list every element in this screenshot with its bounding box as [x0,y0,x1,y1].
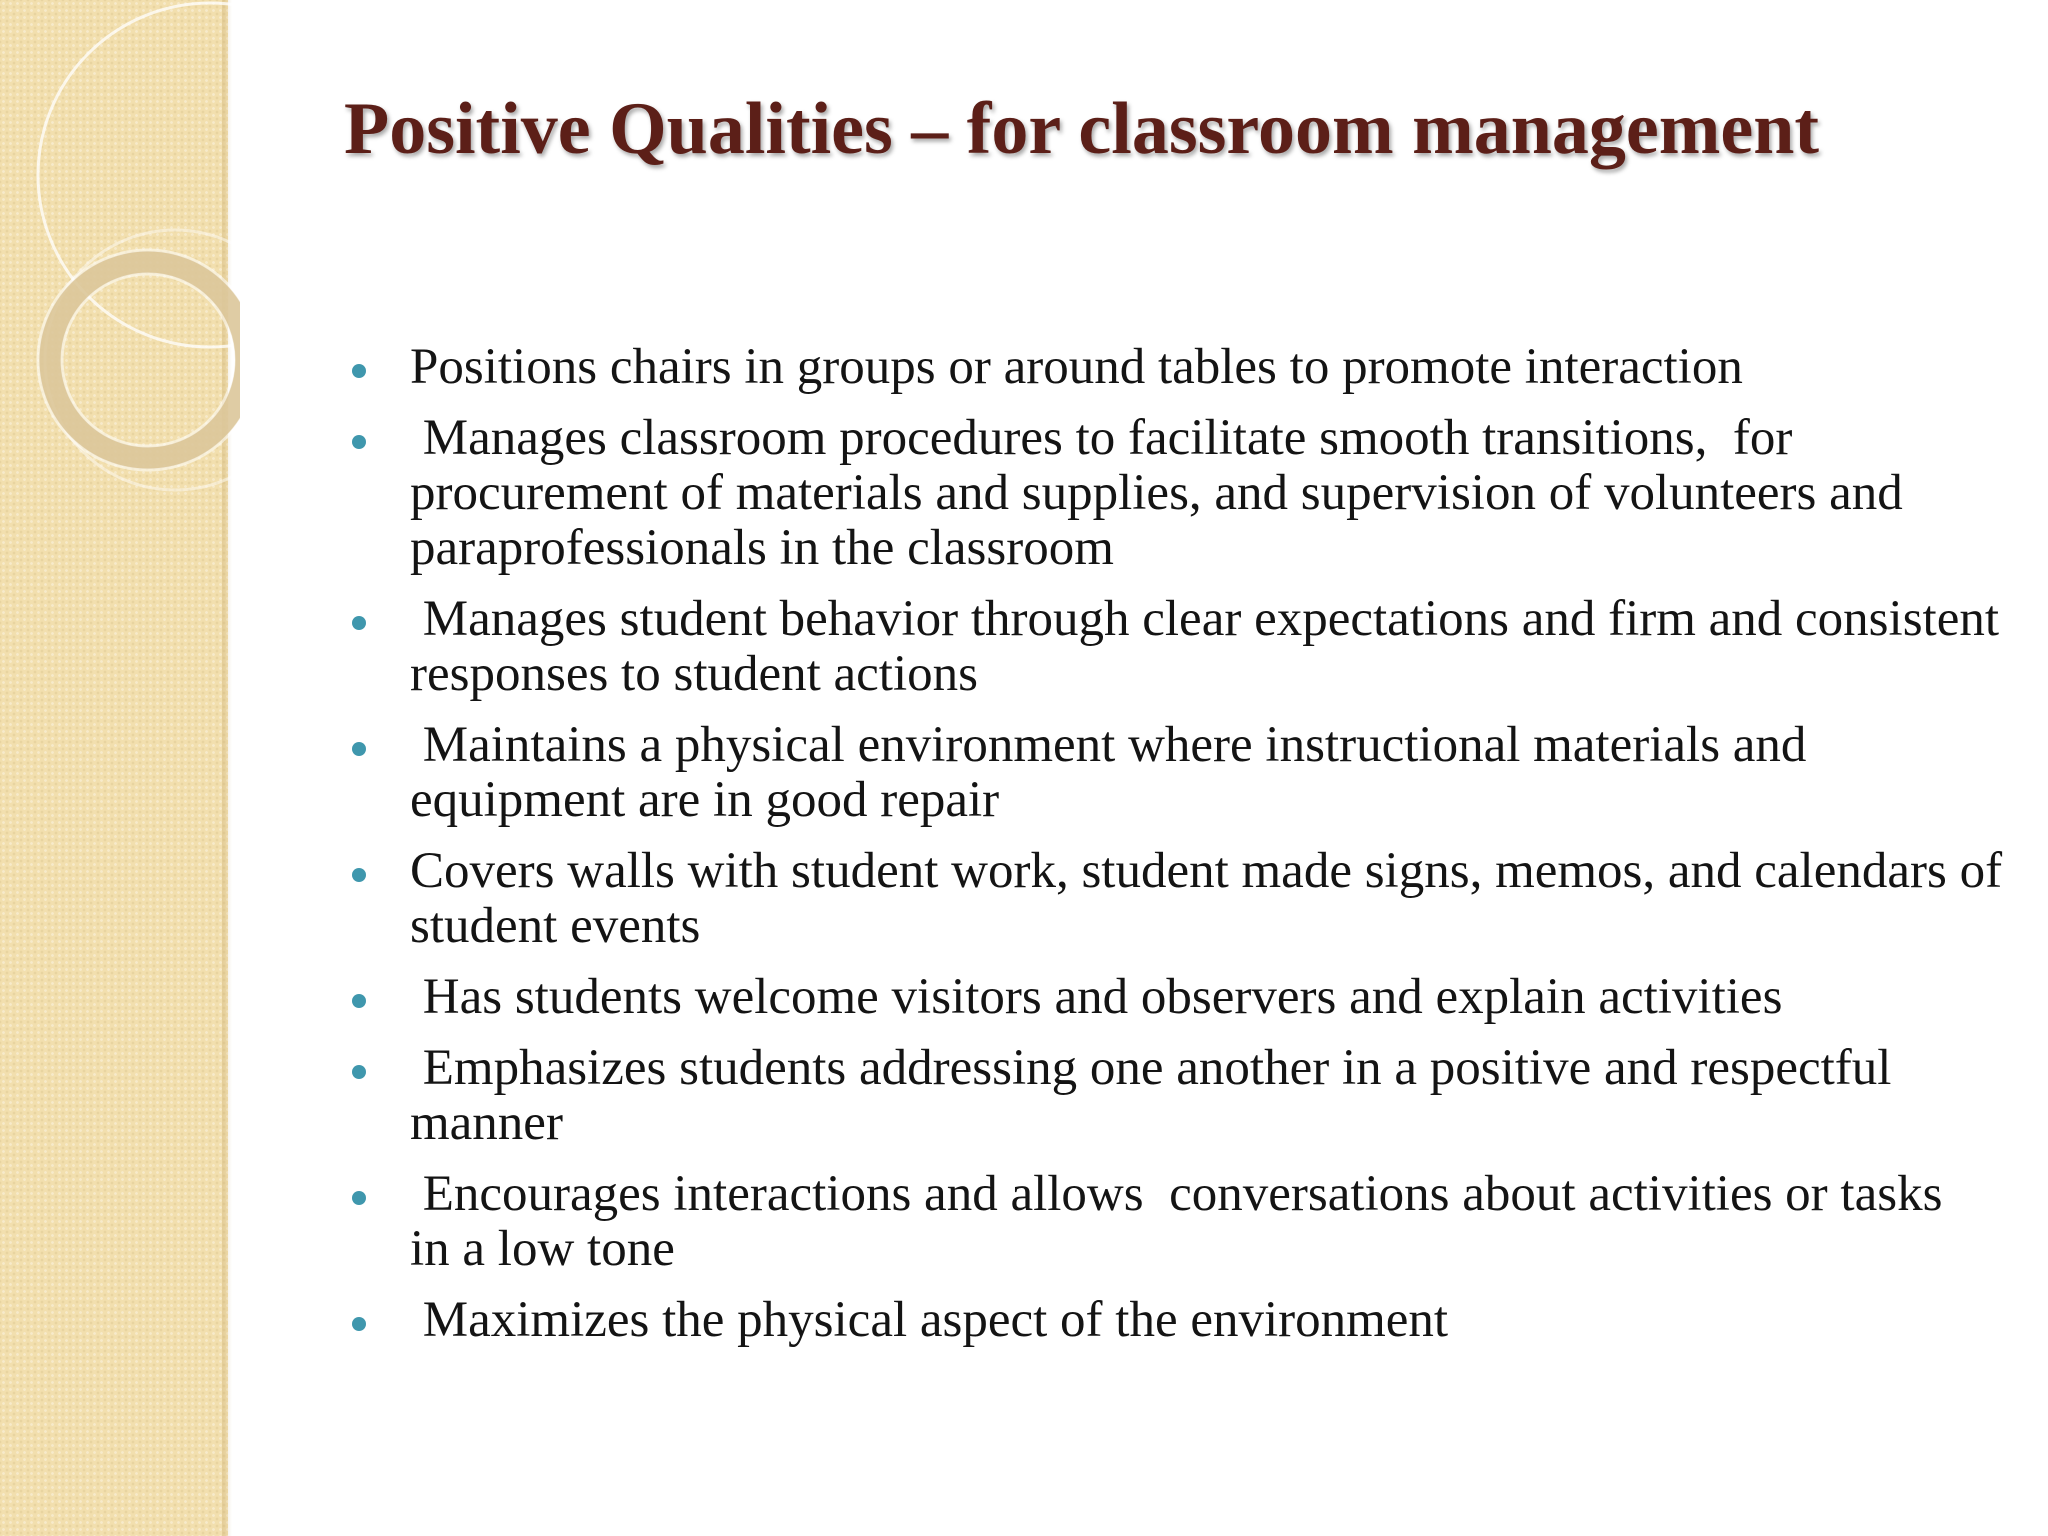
bullet-dot-icon [352,616,366,630]
bullet-text: Emphasizes students addressing one another in a positive and respectful manner [410,1040,1905,1151]
bullet-text: Has students welcome visitors and observers and explain activities [410,969,1783,1025]
bullet-text: Maintains a physical environment where instructional materials and equipment are in good repair [410,717,1820,828]
bullet-list [344,339,2015,1364]
bullet-dot-icon [352,435,366,449]
bullet-item [344,411,2004,576]
bullet-dot-icon [352,364,366,378]
bullet-dot-icon [352,994,366,1008]
bullet-item [344,591,2012,702]
bullet-item [344,970,2004,1025]
bullet-dot-icon [352,1317,366,1331]
bullet-item [344,340,2004,395]
slide-title: Positive Qualities – for classroom management [344,88,1820,170]
bullet-text: Covers walls with student work, student made signs, memos, and calendars of student events [410,843,2015,954]
bullet-text: Maximizes the physical aspect of the environment [410,1292,1449,1348]
bullet-text: Positions chairs in groups or around tables to promote interaction [410,339,1743,395]
bullet-text: Manages student behavior through clear expectations and firm and consistent responses to student actions [410,591,2012,702]
bullet-dot-icon [352,868,366,882]
bullet-item [344,1041,2004,1151]
bullet-item [344,718,2004,828]
bullet-item [344,843,2015,954]
bullet-text: Encourages interactions and allows conversations about activities or tasks in a low tone [410,1166,1968,1277]
bullet-dot-icon [352,742,366,756]
bullet-text: Manages classroom procedures to facilitate smooth transitions, for procurement of materials and supplies, and supervision of volunteers and paraprofessionals in the classroom [410,410,1916,576]
bullet-dot-icon [352,1191,366,1205]
decorative-rings-icon [0,0,240,520]
bullet-item [344,1293,2004,1348]
bullet-dot-icon [352,1065,366,1079]
bullet-item [344,1167,2004,1277]
